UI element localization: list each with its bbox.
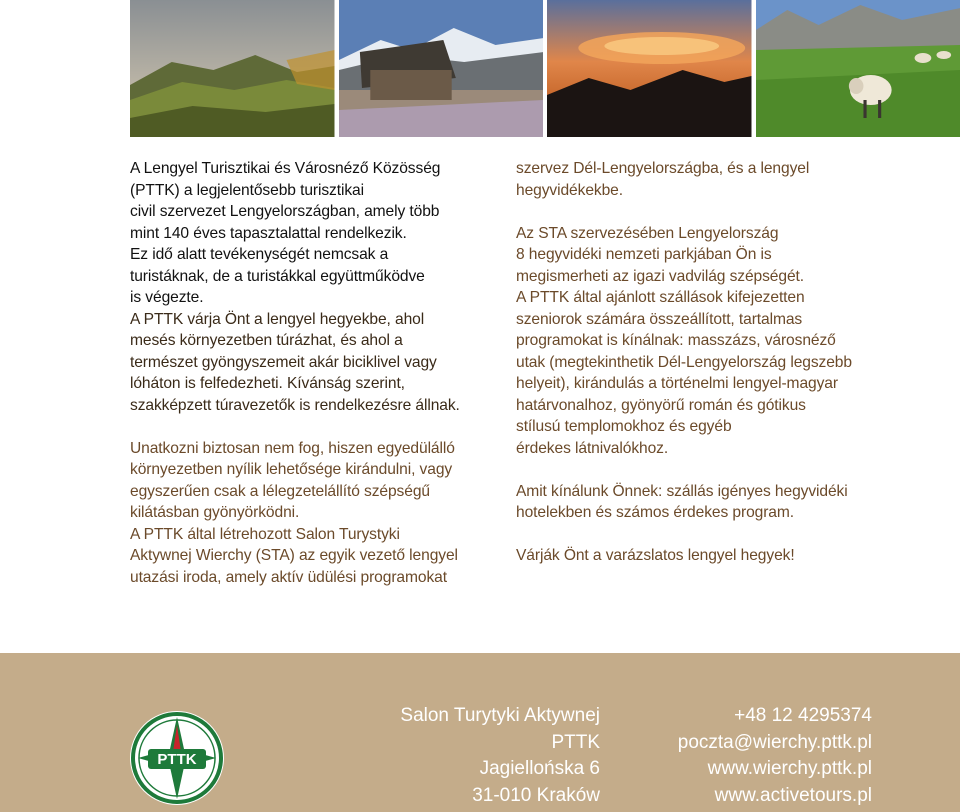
sta-paragraph <box>130 524 500 589</box>
seniors-line: A PTTK által ajánlott szállások kifejezetten <box>516 289 805 306</box>
invite-line: mesés környezetben túrázhat, és ahol a <box>130 332 403 349</box>
invite-line: természet gyöngyszemeit akár biciklivel vagy <box>130 353 437 371</box>
parks-line: 8 hegyvidéki nemzeti parkjában Ön is <box>516 246 772 263</box>
wooden-hut-photo <box>339 0 544 137</box>
offer-line: Amit kínálunk Önnek: szállás igényes hegyvidéki <box>516 482 848 500</box>
seniors-line: érdekes látnivalókhoz. <box>516 439 669 457</box>
right-column <box>516 158 916 567</box>
website-link[interactable]: www.activetours.pl <box>714 784 872 806</box>
intro-line: mint 140 éves tapasztalattal rendelkezik. <box>130 224 407 242</box>
logo-text: PTTK <box>157 751 197 768</box>
offer-paragraph <box>516 481 916 524</box>
intro-line: civil szervezet Lengyelországban, amely több <box>130 203 440 220</box>
invite-line: szakképzett túravezetők is rendelkezésre állnak. <box>130 396 460 414</box>
invite-line: A PTTK várja Önt a lengyel hegyekbe, ahol <box>130 310 425 328</box>
parks-line: megismerheti az igazi vadvilág szépségét. <box>516 267 804 285</box>
seniors-line: határvonalhoz, gyönyörű román és gótikus <box>516 396 806 414</box>
intro-line: (PTTK) a legjelentősebb turisztikai <box>130 181 364 199</box>
email-link[interactable]: poczta@wierchy.pttk.pl <box>677 731 872 753</box>
boredom-paragraph <box>130 438 500 524</box>
continue-paragraph <box>516 158 916 201</box>
phone-number: +48 12 4295374 <box>734 705 872 726</box>
seniors-paragraph <box>516 287 916 459</box>
sunset-cloud-photo <box>547 0 752 137</box>
left-column <box>130 158 500 588</box>
mountain-valley-photo <box>130 0 335 137</box>
boredom-line: kilátásban gyönyörködni. <box>130 504 300 521</box>
intro-bold-line: A Lengyel Turisztikai és Városnéző Közösség <box>130 160 441 177</box>
invite-line: lóháton is felfedezheti. Kívánság szerint, <box>130 375 405 392</box>
closing-line: Várják Önt a varázslatos lengyel hegyek! <box>516 547 795 564</box>
seniors-line: stílusú templomokhoz és egyéb <box>516 418 732 435</box>
offer-line: hotelekben és számos érdekes program. <box>516 504 795 521</box>
address-line: Jagiellońska 6 <box>479 758 600 779</box>
seniors-line: utak (megtekinthetik Dél-Lengyelország legszebb <box>516 353 852 371</box>
sta-line: Aktywnej Wierchy (STA) az egyik vezető lengyel <box>130 547 458 564</box>
footer-band <box>0 653 960 812</box>
seniors-line: programokat is kínálnak: masszázs, városnéző <box>516 332 836 349</box>
address-line: PTTK <box>551 731 600 753</box>
intro-line: is végezte. <box>130 289 204 306</box>
sheep-meadow-photo <box>756 0 960 137</box>
pttk-logo <box>128 709 226 807</box>
closing-paragraph <box>516 545 916 567</box>
continue-line: hegyvidékekbe. <box>516 181 623 199</box>
parks-line: Az STA szervezésében Lengyelország <box>516 224 779 242</box>
boredom-line: Unatkozni biztosan nem fog, hiszen egyedülálló <box>130 439 455 457</box>
contact-block <box>610 703 872 809</box>
continue-line: szervez Dél-Lengyelországba, és a lengyel <box>516 160 810 177</box>
boredom-line: egyszerűen csak a lélegzetelállító szépségű <box>130 482 430 500</box>
sta-line: A PTTK által létrehozott Salon Turystyki <box>130 525 400 543</box>
photo-strip <box>130 0 960 137</box>
parks-paragraph <box>516 223 916 288</box>
intro-line: Ez idő alatt tevékenységét nemcsak a <box>130 246 389 263</box>
seniors-line: szeniorok számára összeállított, tartalmas <box>516 310 803 328</box>
intro-paragraph <box>130 158 500 309</box>
address-line: 31-010 Kraków <box>472 784 600 806</box>
website-link[interactable]: www.wierchy.pttk.pl <box>707 758 872 779</box>
boredom-line: környezetben nyílik lehetősége kirándulni, vagy <box>130 461 453 478</box>
invite-paragraph <box>130 309 500 417</box>
intro-line: turistáknak, de a turistákkal együttműködve <box>130 267 425 285</box>
sta-line: utazási iroda, amely aktív üdülési programokat <box>130 568 447 586</box>
seniors-line: helyeit), kirándulás a történelmi lengyel-magyar <box>516 375 838 392</box>
address-line: Salon Turytyki Aktywnej <box>400 705 600 726</box>
address-block <box>330 703 600 809</box>
